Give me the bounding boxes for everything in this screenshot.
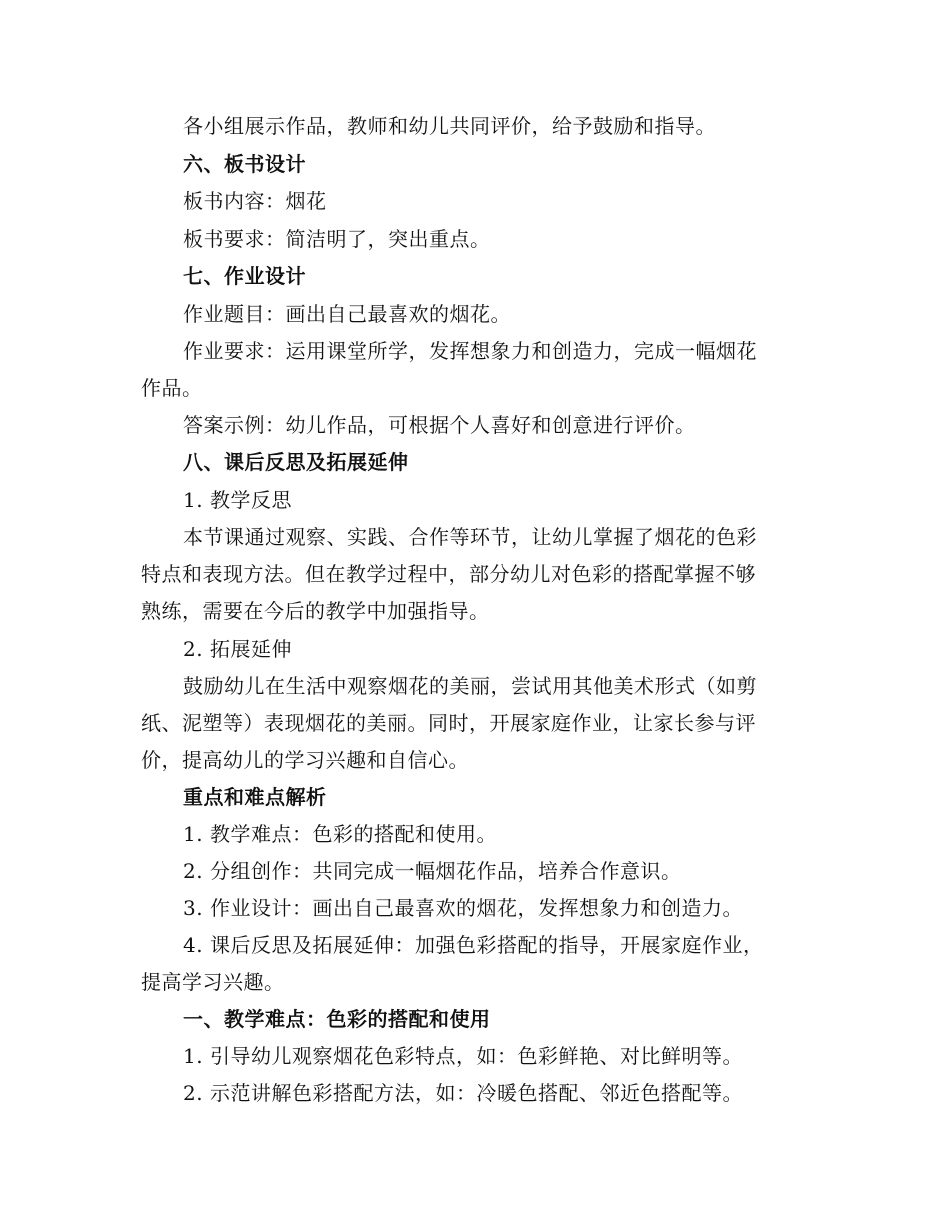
paragraph-line: 板书内容：烟花: [183, 189, 327, 213]
section-heading: 七、作业设计: [183, 264, 306, 288]
list-item: 1. 引导幼儿观察烟花色彩特点，如：色彩鲜艳、对比鲜明等。: [183, 1044, 743, 1068]
list-item: 2. 示范讲解色彩搭配方法，如：冷暖色搭配、邻近色搭配等。: [183, 1081, 743, 1105]
section-heading: 一、教学难点：色彩的搭配和使用: [183, 1007, 491, 1031]
numbered-subheading: 2. 拓展延伸: [183, 637, 292, 661]
paragraph-line: 本节课通过观察、实践、合作等环节，让幼儿掌握了烟花的色彩: [183, 525, 757, 549]
paragraph-line: 作业要求：运用课堂所学，发挥想象力和创造力，完成一幅烟花: [183, 339, 757, 363]
paragraph-line: 熟练，需要在今后的教学中加强指导。: [141, 599, 490, 623]
list-item: 4. 课后反思及拓展延伸：加强色彩搭配的指导，开展家庭作业，: [183, 933, 764, 957]
section-heading: 八、课后反思及拓展延伸: [183, 450, 409, 474]
paragraph-line: 作业题目：画出自己最喜欢的烟花。: [183, 302, 511, 326]
paragraph-line: 作品。: [141, 376, 203, 400]
list-item: 3. 作业设计：画出自己最喜欢的烟花，发挥想象力和创造力。: [183, 896, 743, 920]
paragraph-line: 价，提高幼儿的学习兴趣和自信心。: [141, 748, 469, 772]
paragraph-line: 答案示例：幼儿作品，可根据个人喜好和创意进行评价。: [183, 413, 696, 437]
section-heading: 六、板书设计: [183, 152, 306, 176]
list-item: 1. 教学难点：色彩的搭配和使用。: [183, 822, 497, 846]
paragraph-line: 板书要求：简洁明了，突出重点。: [183, 227, 491, 251]
paragraph-line: 各小组展示作品，教师和幼儿共同评价，给予鼓励和指导。: [183, 114, 716, 138]
list-item: 2. 分组创作：共同完成一幅烟花作品，培养合作意识。: [183, 859, 682, 883]
paragraph-line: 鼓励幼儿在生活中观察烟花的美丽，尝试用其他美术形式（如剪: [183, 674, 757, 698]
paragraph-line: 特点和表现方法。但在教学过程中，部分幼儿对色彩的搭配掌握不够: [141, 562, 756, 586]
paragraph-line: 纸、泥塑等）表现烟花的美丽。同时，开展家庭作业，让家长参与评: [141, 711, 756, 735]
section-heading: 重点和难点解析: [183, 785, 327, 809]
list-item-continuation: 提高学习兴趣。: [141, 970, 285, 994]
numbered-subheading: 1. 教学反思: [183, 488, 292, 512]
